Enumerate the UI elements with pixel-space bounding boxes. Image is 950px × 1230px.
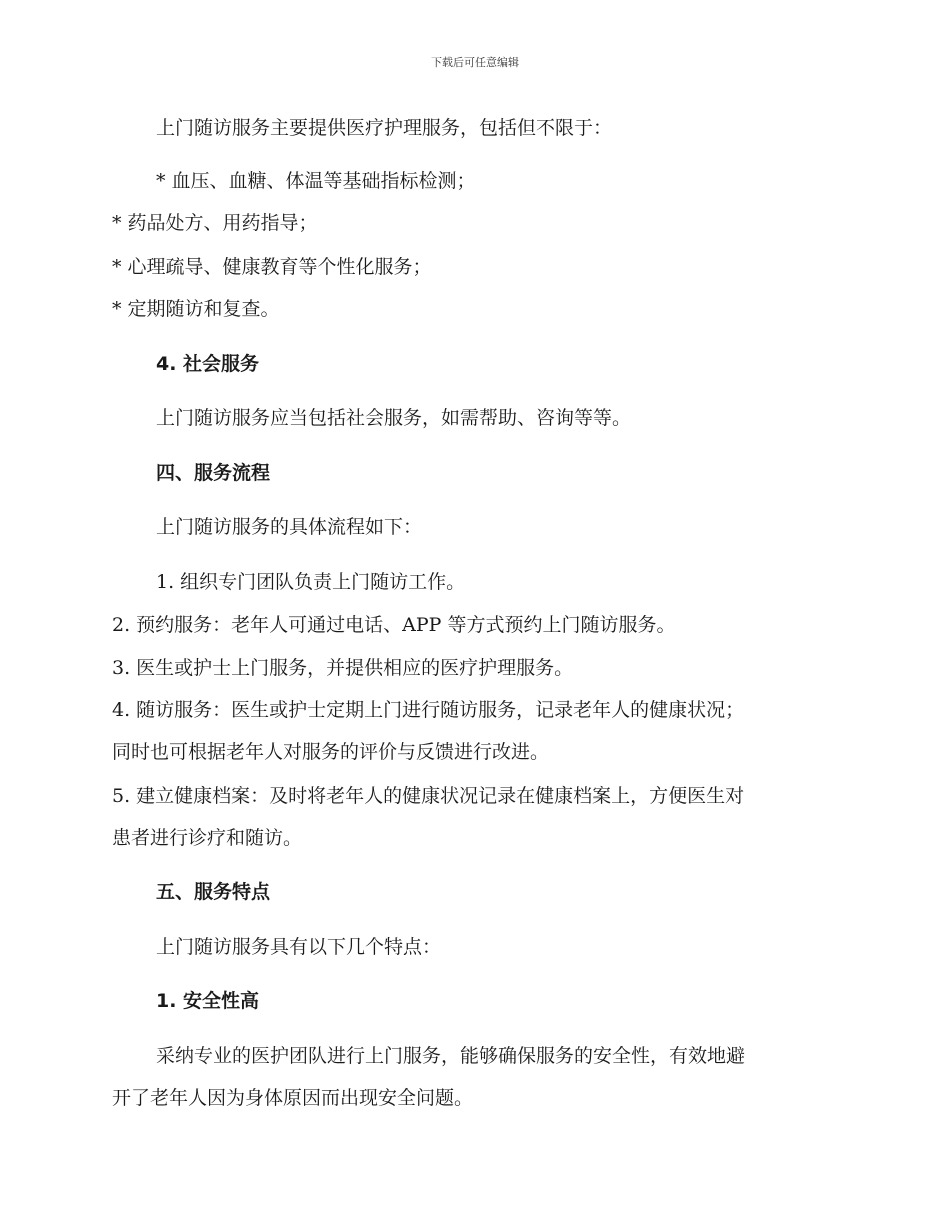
section-heading-features: 五、服务特点 xyxy=(156,881,271,903)
paragraph-process-intro: 上门随访服务的具体流程如下： xyxy=(156,516,423,538)
list-item: * 定期随访和复查。 xyxy=(112,298,280,320)
paragraph-safety-continuation: 开了老年人因为身体原因而出现安全问题。 xyxy=(112,1087,474,1109)
list-item: 2. 预约服务：老年人可通过电话、APP 等方式预约上门随访服务。 xyxy=(112,614,676,636)
section-heading-social: 4. 社会服务 xyxy=(156,353,260,375)
list-item-continuation: 患者进行诊疗和随访。 xyxy=(112,827,303,849)
paragraph-features-intro: 上门随访服务具有以下几个特点： xyxy=(156,936,442,958)
list-item: * 药品处方、用药指导； xyxy=(112,212,318,234)
list-item-continuation: 同时也可根据老年人对服务的评价与反馈进行改进。 xyxy=(112,741,550,763)
list-item: * 血压、血糖、体温等基础指标检测； xyxy=(156,170,476,192)
page-header: 下载后可任意编辑 xyxy=(431,56,519,69)
paragraph-safety: 采纳专业的医护团队进行上门服务，能够确保服务的安全性，有效地避 xyxy=(156,1045,746,1067)
list-item: 5. 建立健康档案：及时将老年人的健康状况记录在健康档案上，方便医生对 xyxy=(112,785,745,807)
list-item: 4. 随访服务：医生或护士定期上门进行随访服务，记录老年人的健康状况； xyxy=(112,699,745,721)
list-item: 1. 组织专门团队负责上门随访工作。 xyxy=(156,571,466,593)
paragraph-social: 上门随访服务应当包括社会服务，如需帮助、咨询等等。 xyxy=(156,407,632,429)
subsection-heading-safety: 1. 安全性高 xyxy=(156,990,260,1012)
list-item: 3. 医生或护士上门服务，并提供相应的医疗护理服务。 xyxy=(112,657,574,679)
section-heading-process: 四、服务流程 xyxy=(156,462,271,484)
paragraph-intro: 上门随访服务主要提供医疗护理服务，包括但不限于： xyxy=(156,117,613,139)
list-item: * 心理疏导、健康教育等个性化服务； xyxy=(112,256,432,278)
